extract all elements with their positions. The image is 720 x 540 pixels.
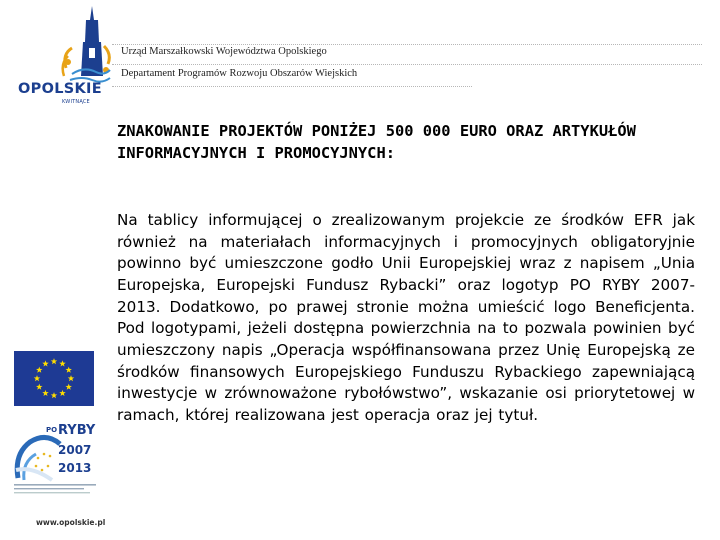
opolskie-logo-text: OPOLSKIE (18, 81, 102, 97)
ryby-prefix-text: PO (46, 426, 58, 434)
header-divider (112, 64, 702, 65)
footer-url[interactable]: www.opolskie.pl (36, 518, 106, 527)
eu-flag-icon (14, 351, 94, 406)
header-divider (112, 44, 702, 45)
header-divider (112, 86, 472, 87)
ryby-name-text: RYBY (58, 423, 96, 438)
po-ryby-logo-icon (12, 420, 98, 510)
ryby-year-top-text: 2007 (58, 443, 92, 457)
header-org-line2: Departament Programów Rozwoju Obszarów Wiejskich (121, 68, 358, 79)
header-org-line1: Urząd Marszałkowski Województwa Opolskiego (121, 46, 327, 57)
opolskie-logo-tagline: KWITNĄCE (62, 99, 90, 105)
slide-body: Na tablicy informującej o zrealizowanym projekcie ze środków EFR jak również na materiałach informacyjnych i promocyjnych obligatoryjnie powinno być umieszczone godło Unii Europejskiej wraz z napisem „Unia Europejska, Europejski Fundusz Rybacki” oraz logotyp PO RYBY 2007-2013. Dodatkowo, po prawej stronie można umieścić logo Beneficjenta. Pod logotypami, jeżeli dostępna powierzchnia na to pozwala powinien być umieszczony napis „Operacja współfinansowana przez Unię Europejską ze środków finansowych Europejskiego Funduszu Rybackiego zapewniającą inwestycje w zrównoważone rybołówstwo”, wskazanie osi priorytetowej w ramach, której realizowana jest operacja oraz jej tytuł. (117, 211, 695, 424)
slide-title: ZNAKOWANIE PROJEKTÓW PONIŻEJ 500 000 EURO ORAZ ARTYKUŁÓW INFORMACYJNYCH I PROMOCYJNYCH: (117, 122, 636, 162)
ryby-year-bottom-text: 2013 (58, 461, 92, 475)
sidebar (0, 0, 108, 540)
